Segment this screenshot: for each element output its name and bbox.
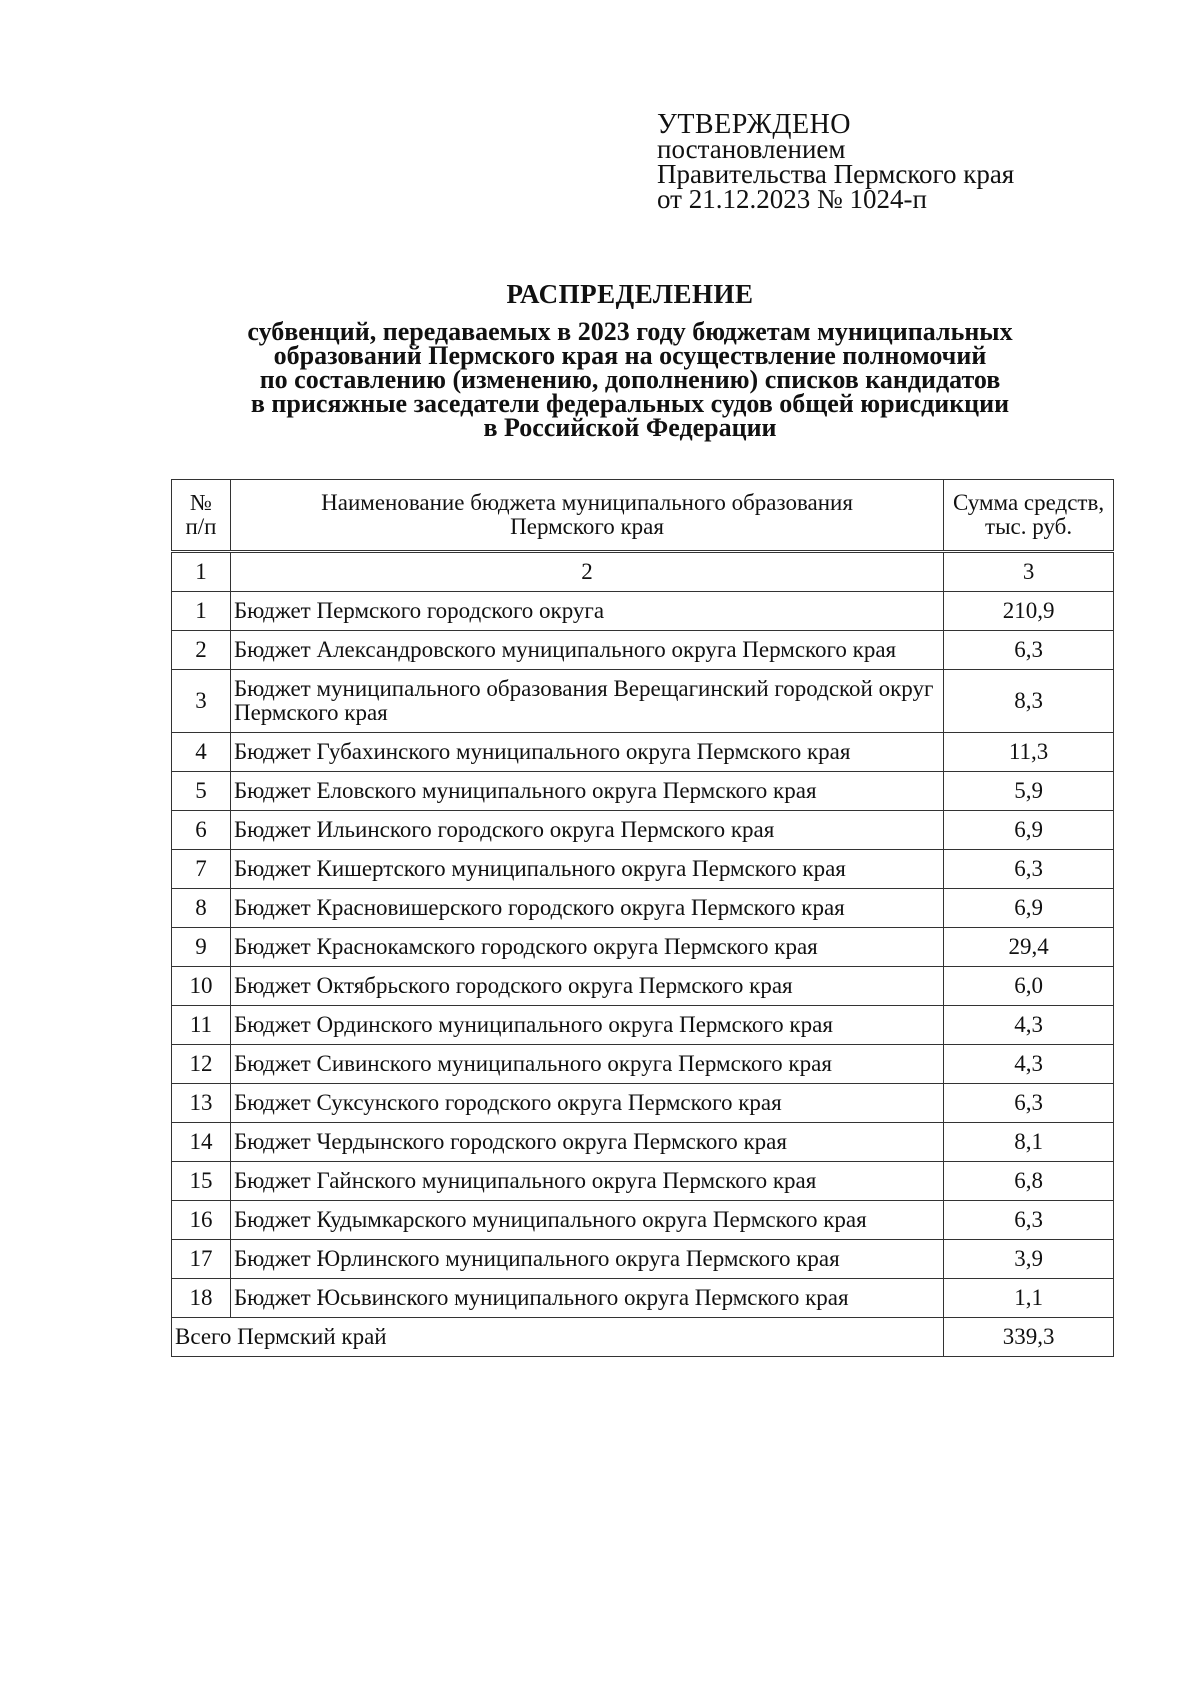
- row-budget-name: Бюджет Пермского городского округа: [230, 592, 943, 631]
- row-sum: 6,0: [944, 967, 1114, 1006]
- row-sum: 3,9: [944, 1240, 1114, 1279]
- header-number: [172, 480, 231, 552]
- row-sum: 29,4: [944, 928, 1114, 967]
- row-budget-name: Бюджет Еловского муниципального округа Пермского края: [230, 772, 943, 811]
- row-budget-name: Бюджет Юсьвинского муниципального округа Пермского края: [230, 1279, 943, 1318]
- row-sum: 8,1: [944, 1123, 1114, 1162]
- row-number: 3: [172, 670, 231, 733]
- document-title: РАСПРЕДЕЛЕНИЕ: [506, 279, 754, 309]
- table-row: [172, 1162, 1114, 1201]
- row-number: 1: [172, 592, 231, 631]
- table-row: [172, 772, 1114, 811]
- table-row: [172, 1084, 1114, 1123]
- table-row: [172, 1006, 1114, 1045]
- row-number: 10: [172, 967, 231, 1006]
- row-sum: 5,9: [944, 772, 1114, 811]
- table-row: [172, 1240, 1114, 1279]
- row-budget-name: Бюджет Губахинского муниципального округа Пермского края: [230, 733, 943, 772]
- row-sum: 210,9: [944, 592, 1114, 631]
- row-number: 5: [172, 772, 231, 811]
- row-budget-name: Бюджет Александровского муниципального округа Пермского края: [230, 631, 943, 670]
- header-number-line: п/п: [185, 514, 217, 539]
- row-budget-name: Бюджет Чердынского городского округа Пермского края: [230, 1123, 943, 1162]
- row-budget-name: Бюджет Кудымкарского муниципального округа Пермского края: [230, 1201, 943, 1240]
- row-sum: 6,9: [944, 889, 1114, 928]
- row-number: 2: [172, 631, 231, 670]
- row-sum: 6,9: [944, 811, 1114, 850]
- header-sum: [944, 480, 1114, 552]
- distribution-table: [171, 479, 1114, 1357]
- row-budget-name: Бюджет Кишертского муниципального округа Пермского края: [230, 850, 943, 889]
- table-header-row: [172, 480, 1114, 552]
- row-sum: 6,3: [944, 1084, 1114, 1123]
- header-name: [230, 480, 943, 552]
- row-budget-name: Бюджет Ильинского городского округа Пермского края: [230, 811, 943, 850]
- approval-line: Правительства Пермского края: [657, 159, 1015, 189]
- table-row: [172, 592, 1114, 631]
- header-sum-line: Сумма средств,: [953, 490, 1105, 515]
- column-numbers-row: [172, 552, 1114, 592]
- row-sum: 6,3: [944, 850, 1114, 889]
- row-budget-name: Бюджет Краснокамского городского округа Пермского края: [230, 928, 943, 967]
- row-number: 4: [172, 733, 231, 772]
- header-name-line: Наименование бюджета муниципального образования: [321, 490, 853, 515]
- row-budget-name: Бюджет Красновишерского городского округа Пермского края: [230, 889, 943, 928]
- header-number-line: №: [190, 490, 212, 515]
- header-sum-line: тыс. руб.: [985, 514, 1073, 539]
- row-number: 8: [172, 889, 231, 928]
- row-sum: 1,1: [944, 1279, 1114, 1318]
- approval-stamp: [657, 109, 1015, 214]
- row-number: 9: [172, 928, 231, 967]
- row-number: 6: [172, 811, 231, 850]
- row-budget-name: Бюджет Ординского муниципального округа Пермского края: [230, 1006, 943, 1045]
- table-row: [172, 928, 1114, 967]
- row-number: 11: [172, 1006, 231, 1045]
- row-number: 14: [172, 1123, 231, 1162]
- total-row: [172, 1318, 1114, 1357]
- table-row: [172, 1201, 1114, 1240]
- row-sum: 4,3: [944, 1045, 1114, 1084]
- row-number: 18: [172, 1279, 231, 1318]
- subtitle-line: в Российской Федерации: [483, 413, 777, 442]
- row-budget-name: Бюджет Сивинского муниципального округа Пермского края: [230, 1045, 943, 1084]
- row-number: 16: [172, 1201, 231, 1240]
- table-row: [172, 631, 1114, 670]
- row-budget-name: Бюджет муниципального образования Верещагинский городской округ Пермского края: [230, 670, 943, 733]
- header-name-line: Пермского края: [510, 514, 664, 539]
- row-sum: 11,3: [944, 733, 1114, 772]
- subtitle-line: по составлению (изменению, дополнению) списков кандидатов: [259, 365, 1001, 394]
- row-budget-name: Бюджет Октябрьского городского округа Пермского края: [230, 967, 943, 1006]
- table-row: [172, 733, 1114, 772]
- row-number: 7: [172, 850, 231, 889]
- subtitle-line: субвенций, передаваемых в 2023 году бюджетам муниципальных: [247, 317, 1013, 346]
- table-row: [172, 670, 1114, 733]
- total-label: Всего Пермский край: [172, 1318, 944, 1357]
- table-row: [172, 811, 1114, 850]
- table-row: [172, 1123, 1114, 1162]
- row-sum: 6,3: [944, 631, 1114, 670]
- subtitle-line: образований Пермского края на осуществление полномочий: [273, 341, 987, 370]
- approval-title: УТВЕРЖДЕНО: [657, 109, 852, 140]
- column-number: 1: [172, 552, 231, 592]
- column-number: 3: [944, 552, 1114, 592]
- row-sum: 6,3: [944, 1201, 1114, 1240]
- approval-line: постановлением: [657, 134, 846, 164]
- total-sum: 339,3: [944, 1318, 1114, 1357]
- row-number: 12: [172, 1045, 231, 1084]
- approval-date-number: от 21.12.2023 № 1024-п: [657, 184, 927, 214]
- row-sum: 8,3: [944, 670, 1114, 733]
- column-number: 2: [230, 552, 943, 592]
- table-row: [172, 850, 1114, 889]
- row-budget-name: Бюджет Суксунского городского округа Пермского края: [230, 1084, 943, 1123]
- row-number: 17: [172, 1240, 231, 1279]
- table-row: [172, 1045, 1114, 1084]
- table-row: [172, 1279, 1114, 1318]
- table-row: [172, 889, 1114, 928]
- row-number: 13: [172, 1084, 231, 1123]
- row-budget-name: Бюджет Юрлинского муниципального округа Пермского края: [230, 1240, 943, 1279]
- row-number: 15: [172, 1162, 231, 1201]
- row-sum: 4,3: [944, 1006, 1114, 1045]
- row-sum: 6,8: [944, 1162, 1114, 1201]
- document-subtitle: [210, 317, 1050, 442]
- table-row: [172, 967, 1114, 1006]
- subtitle-line: в присяжные заседатели федеральных судов общей юрисдикции: [250, 389, 1010, 418]
- row-budget-name: Бюджет Гайнского муниципального округа Пермского края: [230, 1162, 943, 1201]
